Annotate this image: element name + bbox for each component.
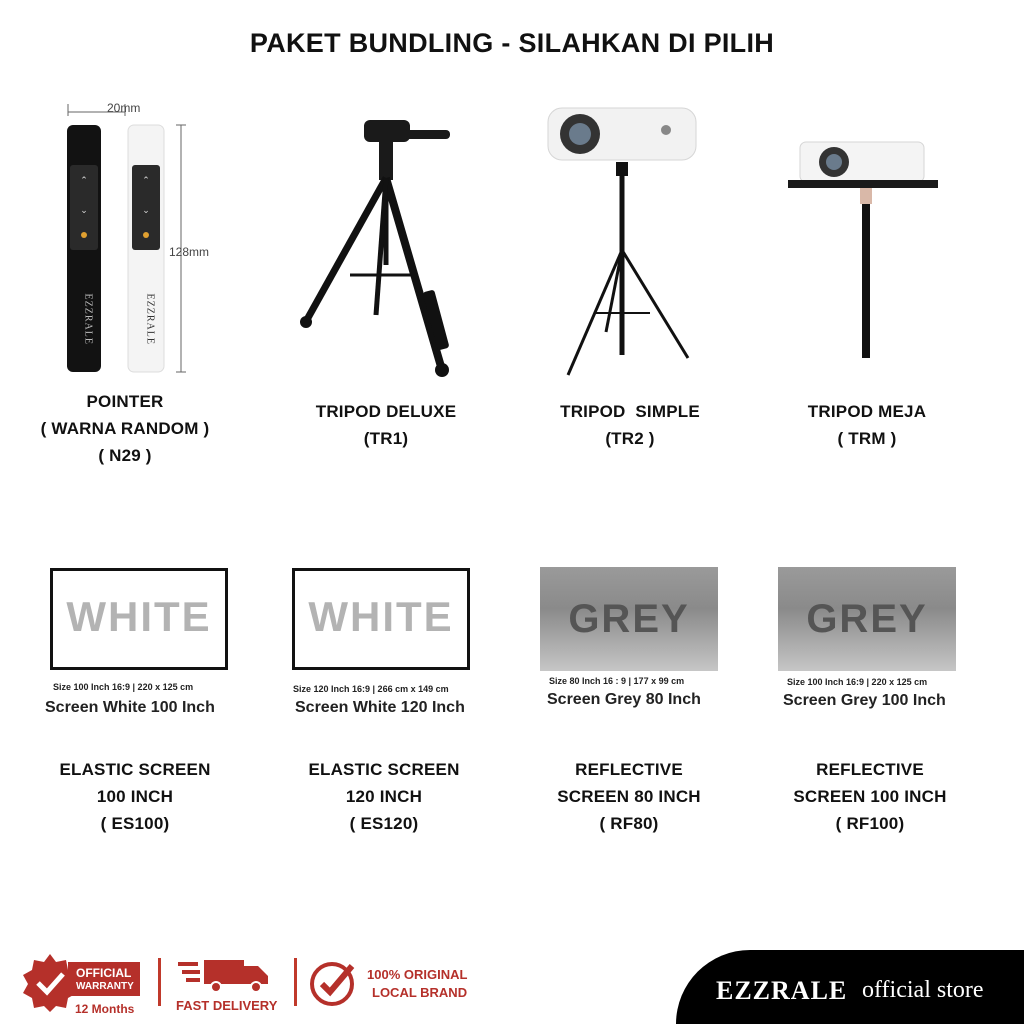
caption-line: ELASTIC SCREEN [308, 760, 460, 779]
tripod-meja-image [752, 100, 1002, 390]
caption-line: SCREEN 100 INCH [793, 787, 947, 806]
pointer-brand-print-black: EZZRALE [82, 293, 94, 345]
fast-delivery-label: FAST DELIVERY [176, 998, 278, 1013]
caption-line: ELASTIC SCREEN [59, 760, 211, 779]
elastic-screen-120-caption [264, 756, 504, 837]
pointer-caption [5, 388, 245, 469]
grey-screen-image [778, 567, 956, 671]
svg-text:⌄: ⌄ [142, 205, 150, 215]
screen-color-word: WHITE [66, 593, 212, 640]
tripod-simple-image [510, 100, 760, 390]
screen-name-label: Screen Grey 100 Inch [783, 692, 946, 709]
reflective-screen-100-product[interactable] [740, 560, 1020, 840]
screen-color-word: GREY [806, 597, 928, 641]
tripod-simple-product[interactable] [510, 100, 760, 460]
footer-divider [294, 958, 297, 1006]
caption-line: 120 INCH [345, 787, 423, 806]
caption-line: REFLECTIVE [816, 760, 924, 779]
height-dimension-label: 128mm [169, 245, 210, 259]
original-line-2: LOCAL BRAND [372, 985, 468, 1000]
check-circle-icon [308, 958, 358, 1008]
screen-color-word: WHITE [308, 593, 454, 640]
store-label: official store [862, 977, 984, 1003]
warranty-line-2: WARRANTY [76, 981, 134, 992]
caption-line: ( RF100) [835, 814, 905, 833]
white-screen-image [292, 568, 470, 670]
svg-text:⌄: ⌄ [80, 205, 88, 215]
caption-line: 100 INCH [96, 787, 174, 806]
screen-size-note: Size 100 Inch 16:9 | 220 x 125 cm [787, 677, 928, 687]
elastic-screen-100-caption [15, 756, 255, 837]
official-store-banner[interactable] [676, 950, 1024, 1024]
tripod-deluxe-product[interactable] [264, 100, 514, 460]
reflective-screen-100-caption [750, 756, 990, 837]
caption-line: ( ES120) [349, 814, 419, 833]
store-brand-name: EZZRALE [716, 976, 848, 1005]
screen-name-label: Screen White 100 Inch [45, 699, 215, 716]
delivery-truck-icon [178, 956, 270, 994]
pointer-product[interactable] [0, 0, 260, 470]
svg-text:⌃: ⌃ [142, 175, 150, 185]
screen-name-label: Screen White 120 Inch [295, 699, 465, 716]
tripod-meja-product[interactable] [752, 100, 1002, 460]
screen-name-label: Screen Grey 80 Inch [547, 691, 701, 708]
tripod-simple-caption [510, 398, 750, 452]
caption-line: POINTER [86, 392, 164, 411]
screen-color-word: GREY [568, 597, 690, 641]
screen-size-note: Size 100 Inch 16:9 | 220 x 125 cm [53, 682, 194, 692]
caption-line: TRIPOD MEJA [807, 402, 927, 421]
tripod-deluxe-caption [266, 398, 506, 452]
svg-text:⌃: ⌃ [80, 175, 88, 185]
elastic-screen-120-product[interactable] [250, 560, 520, 840]
caption-line: REFLECTIVE [575, 760, 683, 779]
caption-line: ( N29 ) [98, 446, 152, 465]
caption-line: SCREEN 80 INCH [557, 787, 701, 806]
reflective-screen-80-caption [509, 756, 749, 837]
caption-line: (TR2 ) [605, 429, 655, 448]
white-screen-image [50, 568, 228, 670]
screen-size-note: Size 120 Inch 16:9 | 266 cm x 149 cm [293, 684, 449, 694]
warranty-line-1: OFFICIAL [76, 966, 132, 980]
caption-line: (TR1) [363, 429, 409, 448]
pointer-brand-print-white: EZZRALE [144, 293, 156, 345]
caption-line: TRIPOD SIMPLE [560, 402, 700, 421]
original-line-1: 100% ORIGINAL [367, 967, 468, 982]
caption-line: ( ES100) [100, 814, 170, 833]
page-title: PAKET BUNDLING - SILAHKAN DI PILIH [249, 28, 775, 58]
grey-screen-image [540, 567, 718, 671]
elastic-screen-100-product[interactable] [0, 560, 270, 840]
screen-size-note: Size 80 Inch 16 : 9 | 177 x 99 cm [549, 676, 685, 686]
footer-divider [158, 958, 161, 1006]
warranty-duration: 12 Months [75, 1002, 135, 1016]
caption-line: ( TRM ) [837, 429, 897, 448]
width-dimension-label: 20mm [107, 101, 141, 115]
tripod-meja-caption [747, 398, 987, 452]
caption-line: ( RF80) [599, 814, 659, 833]
tripod-deluxe-image [264, 100, 514, 390]
reflective-screen-80-product[interactable] [500, 560, 770, 840]
caption-line: ( WARNA RANDOM ) [40, 419, 210, 438]
caption-line: TRIPOD DELUXE [315, 402, 457, 421]
